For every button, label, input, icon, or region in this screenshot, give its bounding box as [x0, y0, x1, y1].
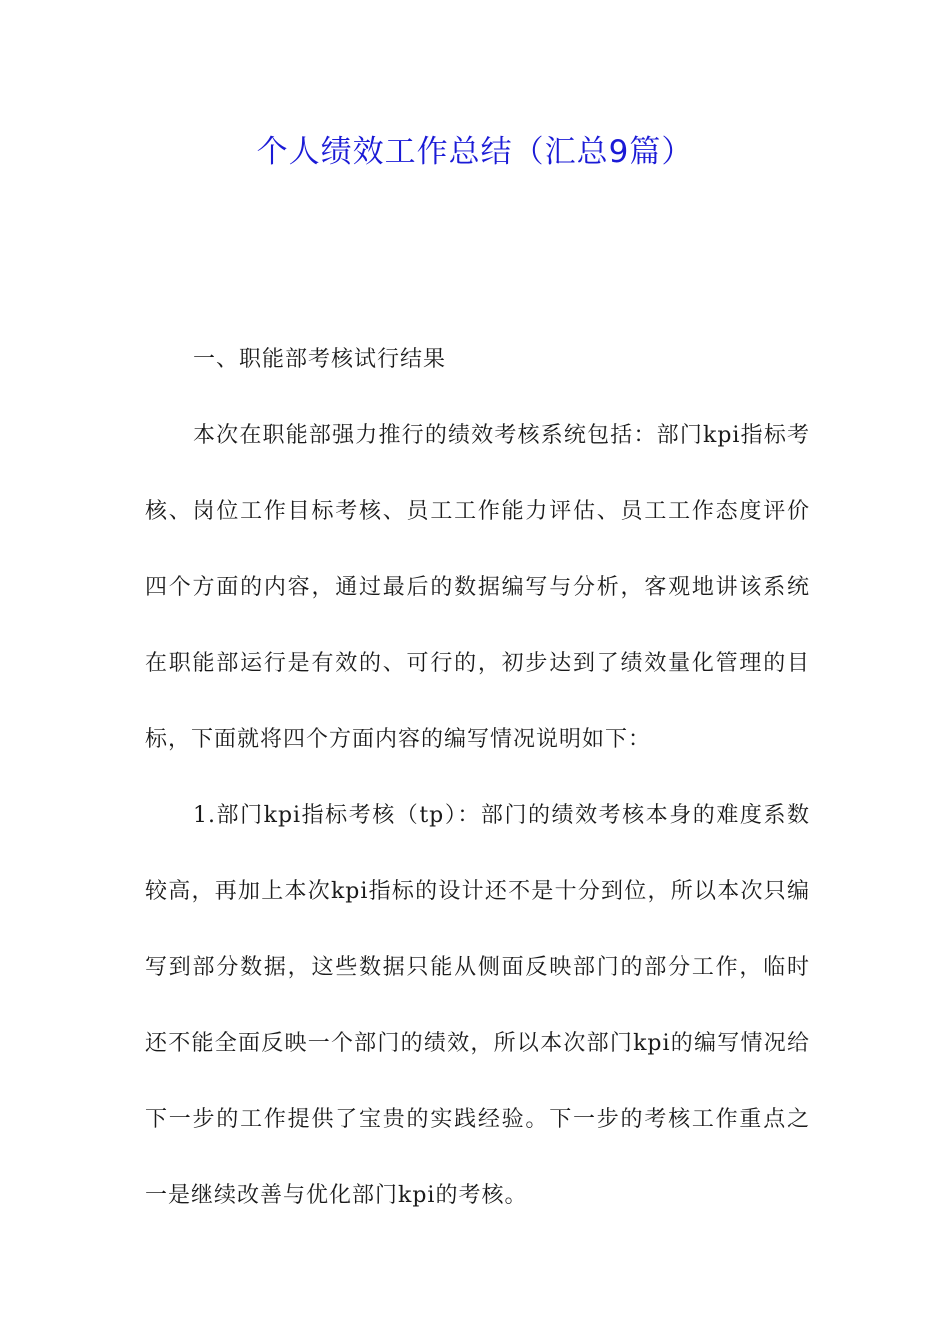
body-paragraph: 本次在职能部强力推行的绩效考核系统包括：部门kpi指标考核、岗位工作目标考核、员工工作能力评估、员工工作态度评价四个方面的内容，通过最后的数据编写与分析，客观地讲该系统在职能部运行是有效的、可行的，初步达到了绩效量化管理的目标，下面就将四个方面内容的编写情况说明如下： — [145, 423, 810, 752]
body-paragraph: 1.部门kpi指标考核（tp）：部门的绩效考核本身的难度系数较高，再加上本次kpi指标的设计还不是十分到位，所以本次只编写到部分数据，这些数据只能从侧面反映部门的部分工作，临时还不能全面反映一个部门的绩效，所以本次部门kpi的编写情况给下一步的工作提供了宝贵的实践经验。下一步的考核工作重点之一是继续改善与优化部门kpi的考核。 — [145, 803, 810, 1208]
document-title: 个人绩效工作总结（汇总9篇） — [256, 134, 694, 170]
section-heading: 一、职能部考核试行结果 — [193, 347, 447, 372]
